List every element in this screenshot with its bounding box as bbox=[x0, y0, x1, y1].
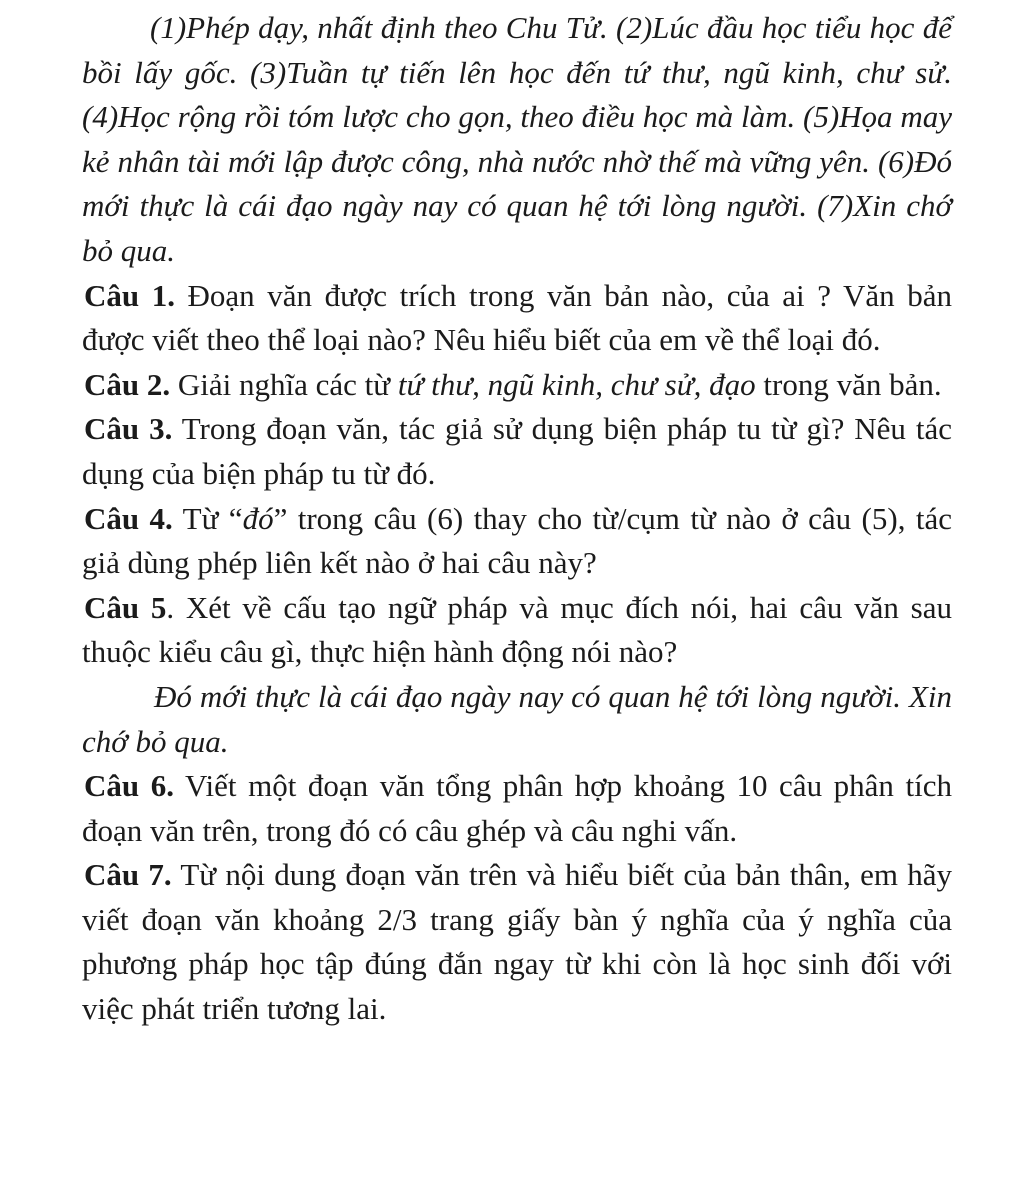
question-5 bbox=[82, 586, 952, 675]
question-3-label: Câu 3. bbox=[84, 411, 173, 447]
question-7-label: Câu 7. bbox=[84, 857, 172, 893]
question-2-text-after: trong văn bản. bbox=[755, 366, 942, 402]
question-2-terms: tứ thư, ngũ kinh, chư sử, đạo bbox=[397, 366, 756, 402]
question-4 bbox=[82, 497, 952, 586]
question-5-quoted-sentences: Đó mới thực là cái đạo ngày nay có quan hệ tới lòng người. Xin chớ bỏ qua. bbox=[82, 678, 952, 759]
question-1 bbox=[82, 274, 952, 363]
question-1-text: Đoạn văn được trích trong văn bản nào, của ai ? Văn bản được viết theo thể loại nào? Nêu hiểu biết của em về thể loại đó. bbox=[82, 277, 952, 358]
question-6-text: Viết một đoạn văn tổng phân hợp khoảng 10 câu phân tích đoạn văn trên, trong đó có câu ghép và câu nghi vấn. bbox=[82, 768, 952, 848]
question-2 bbox=[82, 363, 952, 408]
question-2-text-before: Giải nghĩa các từ bbox=[170, 366, 398, 402]
question-5-text: . Xét về cấu tạo ngữ pháp và mục đích nói, hai câu văn sau thuộc kiểu câu gì, thực hiện hành động nói nào? bbox=[82, 589, 952, 670]
question-1-label: Câu 1. bbox=[84, 277, 175, 313]
question-3 bbox=[82, 407, 952, 496]
question-4-text-after: ” trong câu (6) thay cho từ/cụm từ nào ở câu (5), tác giả dùng phép liên kết nào ở hai câu này? bbox=[82, 500, 952, 581]
question-4-text-before: Từ “ bbox=[172, 500, 243, 536]
question-5-label: Câu 5 bbox=[84, 589, 167, 625]
question-7 bbox=[82, 853, 952, 1031]
question-7-text: Từ nội dung đoạn văn trên và hiểu biết của bản thân, em hãy viết đoạn văn khoảng 2/3 trang giấy bàn ý nghĩa của ý nghĩa của phương pháp học tập đúng đắn ngay từ khi còn là học sinh đối với việc phát triển tương lai. bbox=[82, 857, 952, 1027]
excerpt-passage: (1)Phép dạy, nhất định theo Chu Tử. (2)Lúc đầu học tiểu học để bồi lấy gốc. (3)Tuần tự tiến lên học đến tứ thư, ngũ kinh, chư sử. (4)Học rộng rồi tóm lược cho gọn, theo điều học mà làm. (5)Họa may kẻ nhân tài mới lập được công, nhà nước nhờ thế mà vững yên. (6)Đó mới thực là cái đạo ngày nay có quan hệ tới lòng người. (7)Xin chớ bỏ qua. bbox=[82, 10, 952, 268]
question-4-quoted-word: đó bbox=[242, 500, 274, 536]
question-6 bbox=[82, 764, 952, 853]
document-page bbox=[82, 6, 952, 1032]
question-6-label: Câu 6. bbox=[84, 768, 174, 804]
question-3-text: Trong đoạn văn, tác giả sử dụng biện pháp tu từ gì? Nêu tác dụng của biện pháp tu từ đó. bbox=[82, 411, 952, 491]
question-2-label: Câu 2. bbox=[84, 366, 171, 402]
question-4-label: Câu 4. bbox=[84, 500, 173, 536]
